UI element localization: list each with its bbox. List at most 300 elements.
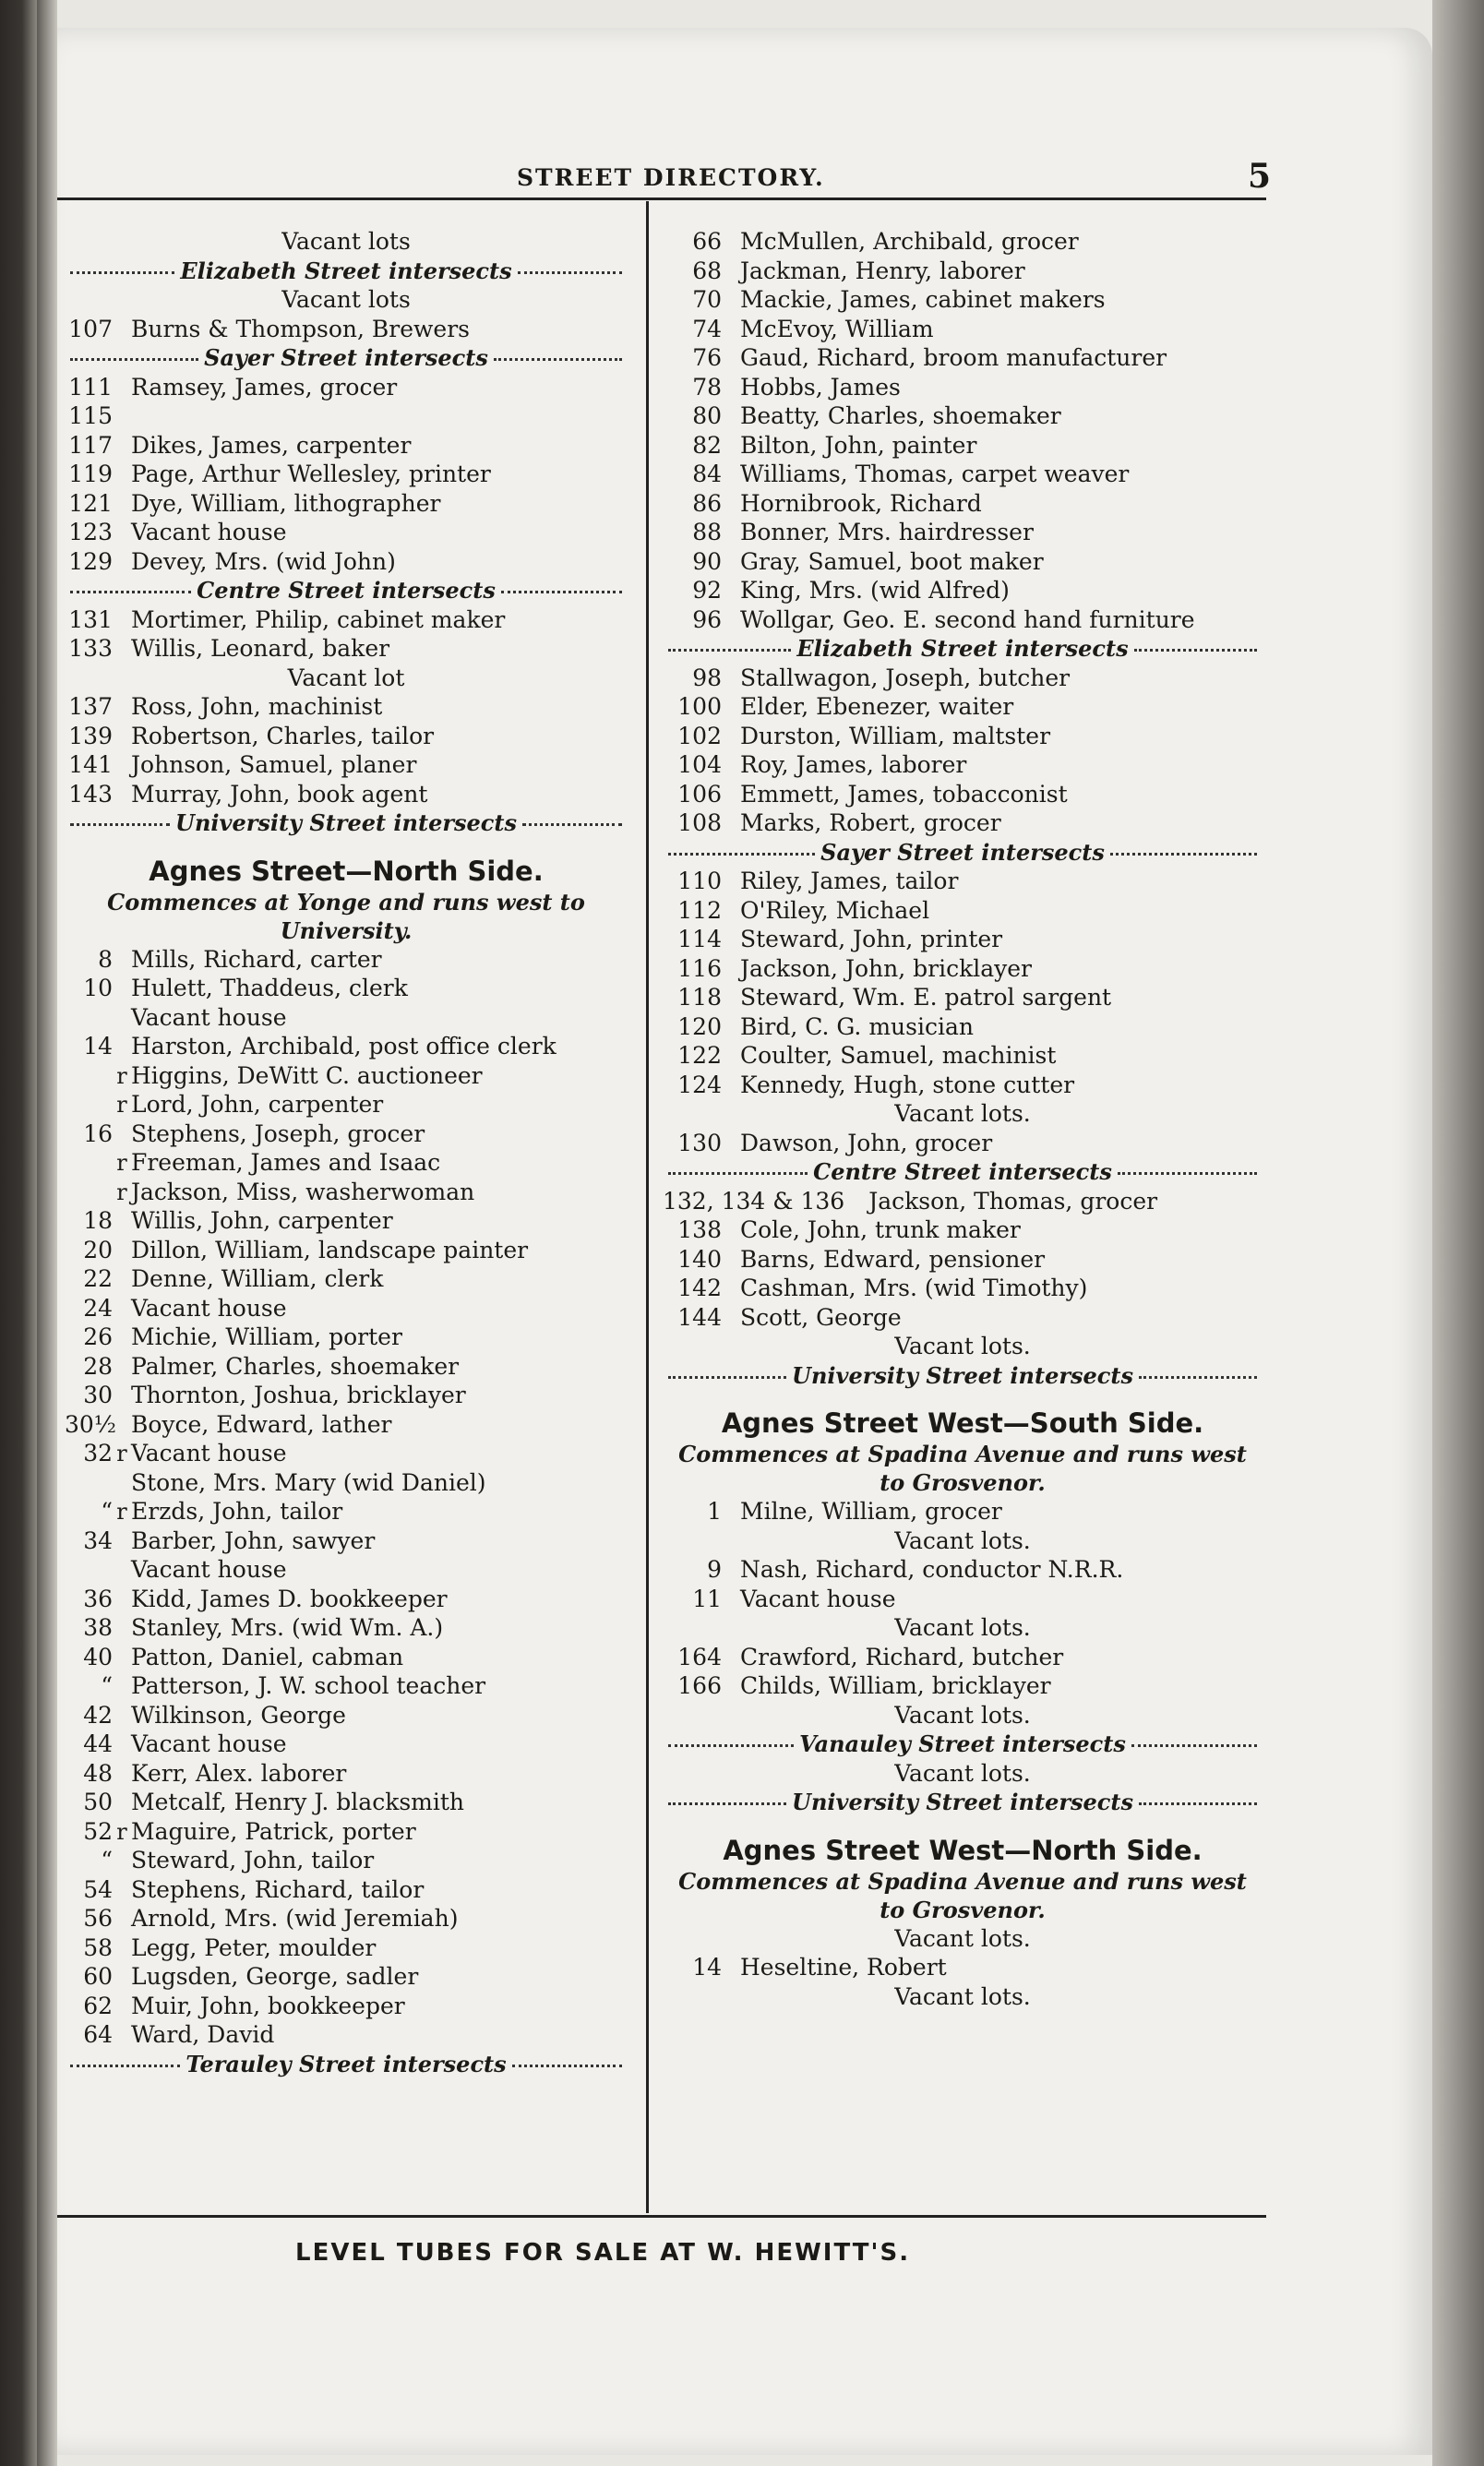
intersects-line (663, 1788, 1263, 1817)
house-number: 26 (83, 1323, 113, 1350)
directory-entry (65, 1003, 628, 1033)
facing-page-edge (37, 0, 57, 2466)
directory-entry (663, 664, 1263, 693)
house-number: “ (101, 1672, 113, 1699)
leader-dots (1118, 1172, 1257, 1175)
resident-name: Page, Arthur Wellesley, printer (131, 461, 491, 487)
directory-entry (65, 1148, 628, 1178)
resident-name: Stanley, Mrs. (wid Wm. A.) (131, 1614, 444, 1641)
resident-name: Lugsden, George, sadler (131, 1963, 419, 1990)
resident-name: Jackson, Thomas, grocer (868, 1187, 1158, 1215)
house-number: 120 (677, 1012, 722, 1040)
directory-entry (65, 1933, 628, 1963)
house-number: 14 (83, 1033, 113, 1059)
directory-entry (65, 1875, 628, 1905)
directory-entry (663, 722, 1263, 751)
house-number: 24 (83, 1294, 113, 1322)
house-number: 166 (677, 1672, 722, 1699)
directory-entry (663, 692, 1263, 722)
resident-name: Erzds, John, tailor (131, 1498, 343, 1525)
directory-entry (65, 1526, 628, 1556)
resident-name: Ramsey, James, grocer (131, 373, 398, 401)
directory-entry (663, 1215, 1263, 1245)
house-number: 9 (707, 1556, 722, 1583)
leader-dots (668, 1802, 786, 1805)
directory-entry (663, 808, 1263, 838)
directory-entry (65, 605, 628, 635)
directory-entry (663, 1129, 1263, 1158)
intersects-label: Centre Street intersects (197, 577, 496, 604)
house-number: 78 (692, 373, 722, 401)
street-description: Commences at Spadina Avenue and runs west to Grosvenor. (678, 1441, 1247, 1496)
vacant-lots-line: Vacant lot (287, 664, 405, 691)
directory-entry (663, 896, 1263, 926)
leader-dots (518, 271, 622, 274)
resident-name: O'Riley, Michael (740, 896, 930, 924)
resident-name: Nash, Richard, conductor N.R.R. (740, 1556, 1124, 1583)
house-number: 102 (677, 722, 722, 749)
directory-entry (65, 489, 628, 519)
resident-name: Barns, Edward, pensioner (740, 1245, 1046, 1273)
house-number: 56 (83, 1905, 113, 1932)
leader-dots (668, 649, 791, 652)
directory-entry (65, 1992, 628, 2021)
directory-entry (663, 431, 1263, 461)
house-number: 117 (68, 431, 113, 459)
directory-entry (65, 1323, 628, 1352)
vacant-lots-line: Vacant lots. (894, 1100, 1031, 1127)
section-spacer (65, 838, 628, 851)
house-number: 143 (68, 780, 113, 808)
house-number: 107 (68, 315, 113, 342)
intersects-label: Sayer Street intersects (820, 838, 1105, 866)
house-number: 84 (692, 461, 722, 487)
house-number: 42 (83, 1701, 113, 1729)
vacant-lots-line: Vacant lots (281, 228, 411, 255)
resident-name: Cashman, Mrs. (wid Timothy) (740, 1275, 1088, 1301)
resident-name: Childs, William, bricklayer (740, 1672, 1051, 1699)
vacant-lots-line: Vacant lots. (894, 1701, 1031, 1729)
resident-name: Vacant house (131, 1440, 287, 1466)
house-number: 50 (83, 1789, 113, 1815)
rear-marker: r (116, 1092, 127, 1118)
running-head: STREET DIRECTORY. (517, 164, 825, 191)
directory-entry (65, 1585, 628, 1614)
directory-entry (663, 227, 1263, 257)
resident-name: McEvoy, William (740, 315, 934, 342)
resident-name: Stone, Mrs. Mary (wid Daniel) (131, 1468, 486, 1496)
resident-name: Jackson, John, bricklayer (740, 954, 1032, 982)
house-number: 38 (83, 1614, 113, 1641)
house-number: 36 (83, 1585, 113, 1612)
resident-name: Hornibrook, Richard (740, 489, 982, 517)
directory-entry (663, 547, 1263, 577)
leader-dots (1110, 853, 1257, 856)
house-number: 121 (68, 489, 113, 517)
leader-dots (70, 823, 170, 826)
resident-name: Mortimer, Philip, cabinet maker (131, 605, 506, 633)
directory-entry (65, 1381, 628, 1410)
resident-name: Roy, James, laborer (740, 751, 967, 778)
house-number: 80 (692, 402, 722, 429)
section-spacer (663, 1817, 1263, 1830)
directory-entry (663, 605, 1263, 635)
house-number: 11 (692, 1585, 722, 1612)
resident-name: Stephens, Joseph, grocer (131, 1119, 425, 1147)
intersects-line (65, 808, 628, 838)
directory-entry (65, 1730, 628, 1759)
house-number: 90 (692, 547, 722, 575)
rear-marker: r (116, 1150, 127, 1176)
left-column (65, 227, 628, 2078)
house-number: 133 (68, 635, 113, 662)
directory-entry (65, 1061, 628, 1091)
resident-name: Bonner, Mrs. hairdresser (740, 519, 1034, 545)
leader-dots (668, 853, 815, 856)
book-binding (0, 0, 37, 2466)
rear-marker: r (116, 1441, 127, 1466)
resident-name: Cole, John, trunk maker (740, 1216, 1021, 1243)
resident-name: Ross, John, machinist (131, 693, 383, 720)
intersects-line (65, 576, 628, 605)
resident-name: Johnson, Samuel, planer (131, 751, 417, 778)
resident-name: Coulter, Samuel, machinist (740, 1042, 1057, 1069)
house-number: 34 (83, 1526, 113, 1554)
directory-entry (65, 315, 628, 344)
resident-name: Milne, William, grocer (740, 1498, 1002, 1525)
directory-entry (663, 489, 1263, 519)
house-number: 92 (692, 577, 722, 604)
resident-name: Vacant house (131, 1730, 287, 1757)
intersects-label: Vanauley Street intersects (799, 1730, 1126, 1757)
resident-name: Bird, C. G. musician (740, 1012, 974, 1040)
directory-entry (663, 1071, 1263, 1100)
resident-name: Williams, Thomas, carpet weaver (740, 461, 1130, 487)
directory-entry (663, 1245, 1263, 1275)
intersects-line (65, 343, 628, 373)
vacant-lots-line: Vacant lots. (894, 1759, 1031, 1787)
resident-name: Vacant house (131, 519, 287, 545)
house-number: 123 (68, 519, 113, 545)
resident-name: Heseltine, Robert (740, 1954, 947, 1981)
intersects-label: Elizabeth Street intersects (180, 257, 512, 284)
street-heading: Agnes Street West—North Side. (723, 1834, 1203, 1866)
street-description: Commences at Yonge and runs west to University. (107, 888, 585, 944)
directory-entry (663, 1274, 1263, 1303)
directory-entry (663, 1187, 1263, 1216)
house-number: 138 (677, 1216, 722, 1243)
resident-name: Palmer, Charles, shoemaker (131, 1352, 460, 1380)
directory-entry (663, 518, 1263, 547)
street-description: Commences at Spadina Avenue and runs west to Grosvenor. (678, 1867, 1247, 1923)
directory-entry (65, 634, 628, 664)
resident-name: Durston, William, maltster (740, 722, 1051, 749)
house-number: 122 (677, 1042, 722, 1069)
leader-dots (668, 1376, 786, 1379)
directory-entry (663, 1497, 1263, 1526)
intersects-line (663, 634, 1263, 664)
directory-entry (65, 780, 628, 809)
resident-name: Steward, John, tailor (131, 1847, 375, 1873)
resident-name: Arnold, Mrs. (wid Jeremiah) (131, 1905, 459, 1932)
directory-entry (65, 1613, 628, 1643)
resident-name: Hobbs, James (740, 373, 901, 401)
section-spacer (663, 1390, 1263, 1403)
directory-entry (65, 1468, 628, 1498)
directory-entry (65, 1410, 628, 1440)
directory-entry (663, 954, 1263, 984)
directory-entry (663, 460, 1263, 489)
resident-name: Kerr, Alex. laborer (131, 1759, 347, 1787)
resident-name: Stallwagon, Joseph, butcher (740, 664, 1071, 691)
house-number: 119 (68, 461, 113, 487)
directory-entry (65, 722, 628, 751)
leader-dots (70, 2065, 180, 2067)
intersects-line (663, 1157, 1263, 1187)
leader-dots (1134, 649, 1257, 652)
resident-name: Denne, William, clerk (131, 1265, 384, 1292)
directory-entry (65, 1178, 628, 1207)
house-number: “ (101, 1498, 113, 1525)
resident-name: Dawson, John, grocer (740, 1129, 993, 1156)
resident-name: Higgins, DeWitt C. auctioneer (131, 1061, 483, 1089)
directory-entry (65, 2020, 628, 2050)
directory-entry (663, 1303, 1263, 1333)
leader-dots (501, 591, 622, 593)
resident-name: Robertson, Charles, tailor (131, 722, 435, 749)
directory-entry (663, 925, 1263, 954)
house-number: 70 (692, 286, 722, 313)
directory-entry (65, 974, 628, 1003)
directory-entry (65, 750, 628, 780)
right-column (663, 227, 1263, 2011)
house-number: 82 (692, 431, 722, 459)
directory-entry (65, 1904, 628, 1933)
directory-entry (663, 285, 1263, 315)
resident-name: Stephens, Richard, tailor (131, 1875, 425, 1903)
leader-dots (668, 1744, 794, 1747)
leader-dots (668, 1172, 808, 1175)
directory-entry (663, 373, 1263, 402)
house-number: 18 (83, 1207, 113, 1234)
house-number: 28 (83, 1352, 113, 1380)
directory-entry (65, 1236, 628, 1265)
intersects-line (663, 1730, 1263, 1759)
leader-dots (1131, 1744, 1257, 1747)
directory-entry (65, 547, 628, 577)
vacant-lots-line: Vacant lots. (894, 1982, 1031, 2010)
house-number: 139 (68, 722, 113, 749)
directory-entry (663, 1671, 1263, 1701)
house-number: 98 (692, 664, 722, 691)
intersects-label: University Street intersects (175, 809, 517, 836)
resident-name: Crawford, Richard, butcher (740, 1643, 1064, 1670)
directory-entry (663, 1041, 1263, 1071)
house-number: 66 (692, 228, 722, 255)
intersects-line (65, 2050, 628, 2079)
column-divider (646, 201, 649, 2213)
resident-name: Jackson, Miss, washerwoman (131, 1178, 475, 1205)
vacant-lots-line: Vacant lots (281, 286, 411, 313)
intersects-label: Sayer Street intersects (204, 344, 488, 371)
intersects-line (65, 257, 628, 286)
house-number: 74 (692, 315, 722, 342)
directory-entry (663, 780, 1263, 809)
directory-entry (65, 692, 628, 722)
house-number: 106 (677, 780, 722, 808)
resident-name: Elder, Ebenezer, waiter (740, 693, 1014, 720)
house-number: 32 (83, 1440, 113, 1466)
rear-marker: r (116, 1499, 127, 1525)
house-number: 129 (68, 547, 113, 575)
house-number: 20 (83, 1236, 113, 1263)
resident-name: Dikes, James, carpenter (131, 431, 412, 459)
directory-entry (663, 401, 1263, 431)
directory-entry (65, 373, 628, 402)
house-number: 22 (83, 1265, 113, 1292)
directory-entry (65, 1090, 628, 1119)
rear-marker: r (116, 1179, 127, 1205)
resident-name: Patterson, J. W. school teacher (131, 1672, 486, 1699)
directory-entry (65, 518, 628, 547)
vacant-lots-line: Vacant lots. (894, 1333, 1031, 1359)
page-number: 5 (1248, 157, 1272, 196)
resident-name: Kidd, James D. bookkeeper (131, 1585, 448, 1612)
resident-name: Steward, Wm. E. patrol sargent (740, 984, 1112, 1011)
house-number: 141 (68, 751, 113, 778)
directory-entry (663, 983, 1263, 1012)
resident-name: Steward, John, printer (740, 926, 1003, 952)
resident-name: Mills, Richard, carter (131, 945, 382, 973)
resident-name: Barber, John, sawyer (131, 1526, 376, 1554)
directory-entry (65, 1206, 628, 1236)
street-heading: Agnes Street—North Side. (149, 855, 544, 887)
house-number: 131 (68, 605, 113, 633)
leader-dots (70, 271, 174, 274)
resident-name: Legg, Peter, moulder (131, 1933, 377, 1961)
resident-name: Lord, John, carpenter (131, 1091, 384, 1118)
house-number: 48 (83, 1759, 113, 1787)
vacant-lots-line: Vacant lots. (894, 1526, 1031, 1554)
house-number: 96 (692, 605, 722, 633)
resident-name: Murray, John, book agent (131, 780, 428, 808)
resident-name: Freeman, James and Isaac (131, 1149, 441, 1176)
resident-name: Thornton, Joshua, bricklayer (131, 1382, 466, 1408)
resident-name: Willis, John, carpenter (131, 1207, 393, 1234)
directory-entry (663, 1555, 1263, 1585)
house-number: 86 (692, 489, 722, 517)
directory-entry (663, 343, 1263, 373)
house-number: 62 (83, 1992, 113, 2019)
house-number: 114 (677, 926, 722, 952)
resident-name: Emmett, James, tobacconist (740, 780, 1068, 808)
resident-name: Maguire, Patrick, porter (131, 1817, 416, 1845)
street-heading: Agnes Street West—South Side. (721, 1407, 1204, 1439)
directory-entry (65, 1817, 628, 1847)
resident-name: Boyce, Edward, lather (131, 1410, 392, 1438)
house-number: 111 (68, 373, 113, 401)
resident-name: Marks, Robert, grocer (740, 809, 1001, 836)
resident-name: Vacant house (131, 1003, 287, 1031)
leader-dots (1139, 1802, 1257, 1805)
directory-entry (65, 1788, 628, 1817)
house-number: 14 (692, 1954, 722, 1981)
house-number: 68 (692, 257, 722, 284)
rear-marker: r (116, 1062, 127, 1089)
house-number: 124 (677, 1071, 722, 1098)
intersects-label: Terauley Street intersects (186, 2050, 507, 2077)
house-number: “ (101, 1847, 113, 1873)
house-number: 116 (677, 954, 722, 982)
resident-name: Bilton, John, painter (740, 431, 977, 459)
intersects-label: University Street intersects (792, 1789, 1133, 1815)
resident-name: Vacant house (740, 1585, 896, 1612)
directory-entry (65, 1439, 628, 1468)
resident-name: Muir, John, bookkeeper (131, 1992, 405, 2019)
resident-name: Burns & Thompson, Brewers (131, 315, 471, 342)
house-number: 54 (83, 1875, 113, 1903)
resident-name: Harston, Archibald, post office clerk (131, 1033, 556, 1059)
house-number: 58 (83, 1933, 113, 1961)
resident-name: Wilkinson, George (131, 1701, 346, 1729)
leader-dots (1139, 1376, 1257, 1379)
house-number: 8 (98, 945, 113, 973)
house-number: 164 (677, 1643, 722, 1670)
intersects-line (663, 838, 1263, 868)
leader-dots (522, 823, 622, 826)
directory-entry (65, 1352, 628, 1382)
house-number: 52 (83, 1817, 113, 1845)
vacant-lots-line: Vacant lots. (894, 1924, 1031, 1952)
directory-entry (65, 1294, 628, 1323)
directory-entry (663, 1643, 1263, 1672)
house-number: 115 (68, 402, 113, 429)
house-number: 1 (707, 1498, 722, 1525)
vacant-lots-line: Vacant lots. (894, 1614, 1031, 1641)
house-number: 30½ (65, 1410, 117, 1438)
directory-entry (65, 401, 628, 431)
house-number: 144 (677, 1303, 722, 1331)
directory-entry (65, 1119, 628, 1149)
intersects-label: Centre Street intersects (813, 1158, 1112, 1185)
resident-name: Vacant house (131, 1556, 287, 1583)
leader-dots (512, 2065, 622, 2067)
directory-entry (65, 1264, 628, 1294)
directory-entry (65, 431, 628, 461)
house-number: 137 (68, 693, 113, 720)
house-number: 40 (83, 1643, 113, 1670)
resident-name: Gaud, Richard, broom manufacturer (740, 344, 1167, 371)
resident-name: Dye, William, lithographer (131, 489, 441, 517)
house-number: 60 (83, 1963, 113, 1990)
page-edge-shadow (1432, 0, 1484, 2466)
leader-dots (70, 591, 191, 593)
house-number: 140 (677, 1245, 722, 1273)
house-number: 118 (677, 984, 722, 1011)
rear-marker: r (116, 1818, 127, 1845)
directory-entry (663, 1585, 1263, 1614)
resident-name: Jackman, Henry, laborer (740, 257, 1025, 284)
directory-entry (663, 315, 1263, 344)
house-number: 88 (692, 519, 722, 545)
directory-entry (663, 257, 1263, 286)
intersects-label: Elizabeth Street intersects (796, 635, 1129, 662)
resident-name: Dillon, William, landscape painter (131, 1236, 529, 1263)
directory-entry (663, 750, 1263, 780)
resident-name: Hulett, Thaddeus, clerk (131, 975, 408, 1001)
intersects-label: University Street intersects (792, 1361, 1133, 1389)
resident-name: Devey, Mrs. (wid John) (131, 547, 396, 575)
